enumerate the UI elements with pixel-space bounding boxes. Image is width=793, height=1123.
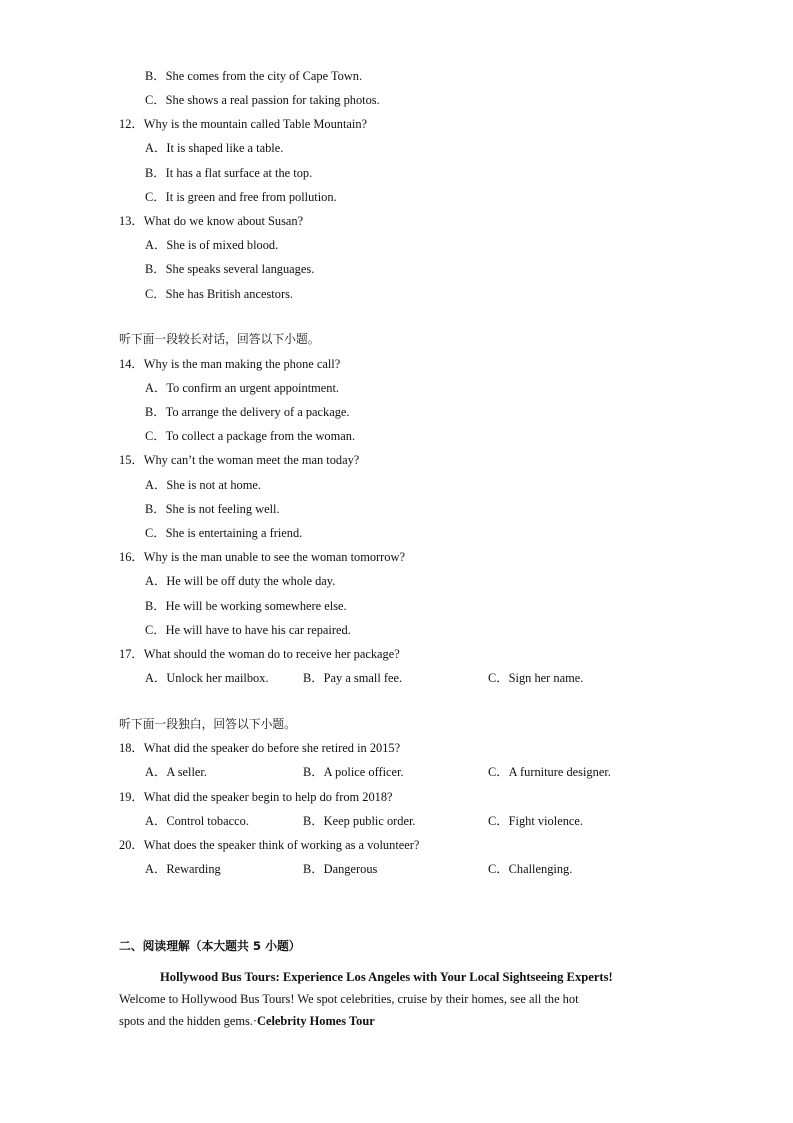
passage-line-1: Welcome to Hollywood Bus Tours! We spot celebrities, cruise by their homes, see all the hot [119,992,579,1006]
passage-subheading: Celebrity Homes Tour [257,1014,375,1028]
q19-stem: 19．What did the speaker begin to help do from 2018? [119,790,393,804]
section-dialogue-instruction: 听下面一段较长对话，回答以下小题。 [119,332,320,346]
section-reading-heading: 二、阅读理解（本大题共 5 小题） [119,939,301,953]
q14-option-c: C．To collect a package from the woman. [145,429,356,443]
q13-option-c: C．She has British ancestors. [145,287,293,301]
q20-option-c: C．Challenging. [488,862,573,876]
q15-option-b: B．She is not feeling well. [145,502,280,516]
passage-title: Hollywood Bus Tours: Experience Los Angeles with Your Local Sightseeing Experts! [160,970,613,984]
q13-option-b: B．She speaks several languages. [145,262,315,276]
q16-option-c: C．He will have to have his car repaired. [145,623,351,637]
q16-stem: 16．Why is the man unable to see the woman tomorrow? [119,550,405,564]
q18-option-a: A．A seller. [145,765,207,779]
q13-stem: 13．What do we know about Susan? [119,214,304,228]
q20-stem: 20．What does the speaker think of working as a volunteer? [119,838,420,852]
q17-option-c: C．Sign her name. [488,671,584,685]
q16-option-b: B．He will be working somewhere else. [145,599,347,613]
q19-option-c: C．Fight violence. [488,814,583,828]
section-monologue-instruction: 听下面一段独白，回答以下小题。 [119,717,296,731]
q18-option-c: C．A furniture designer. [488,765,611,779]
q11-option-b: B．She comes from the city of Cape Town. [145,69,363,83]
q11-option-c: C．She shows a real passion for taking photos. [145,93,380,107]
q19-option-a: A．Control tobacco. [145,814,249,828]
q14-option-b: B．To arrange the delivery of a package. [145,405,350,419]
q12-option-b: B．It has a flat surface at the top. [145,166,313,180]
q15-option-c: C．She is entertaining a friend. [145,526,303,540]
q17-option-b: B．Pay a small fee. [303,671,403,685]
q20-option-b: B．Dangerous [303,862,378,876]
q17-option-a: A．Unlock her mailbox. [145,671,269,685]
q18-option-b: B．A police officer. [303,765,404,779]
q17-stem: 17．What should the woman do to receive her package? [119,647,400,661]
q12-stem: 12．Why is the mountain called Table Mountain? [119,117,368,131]
q18-stem: 18．What did the speaker do before she retired in 2015? [119,741,401,755]
q19-option-b: B．Keep public order. [303,814,416,828]
q15-option-a: A．She is not at home. [145,478,261,492]
q12-option-c: C．It is green and free from pollution. [145,190,337,204]
q14-option-a: A．To confirm an urgent appointment. [145,381,340,395]
q15-stem: 15．Why can’t the woman meet the man today? [119,453,360,467]
q13-option-a: A．She is of mixed blood. [145,238,279,252]
q20-option-a: A．Rewarding [145,862,221,876]
passage-line-2-text: spots and the hidden gems.· [119,1014,257,1028]
q12-option-a: A．It is shaped like a table. [145,141,284,155]
passage-line-2 [119,1013,375,1029]
q14-stem: 14．Why is the man making the phone call? [119,357,341,371]
q16-option-a: A．He will be off duty the whole day. [145,574,336,588]
